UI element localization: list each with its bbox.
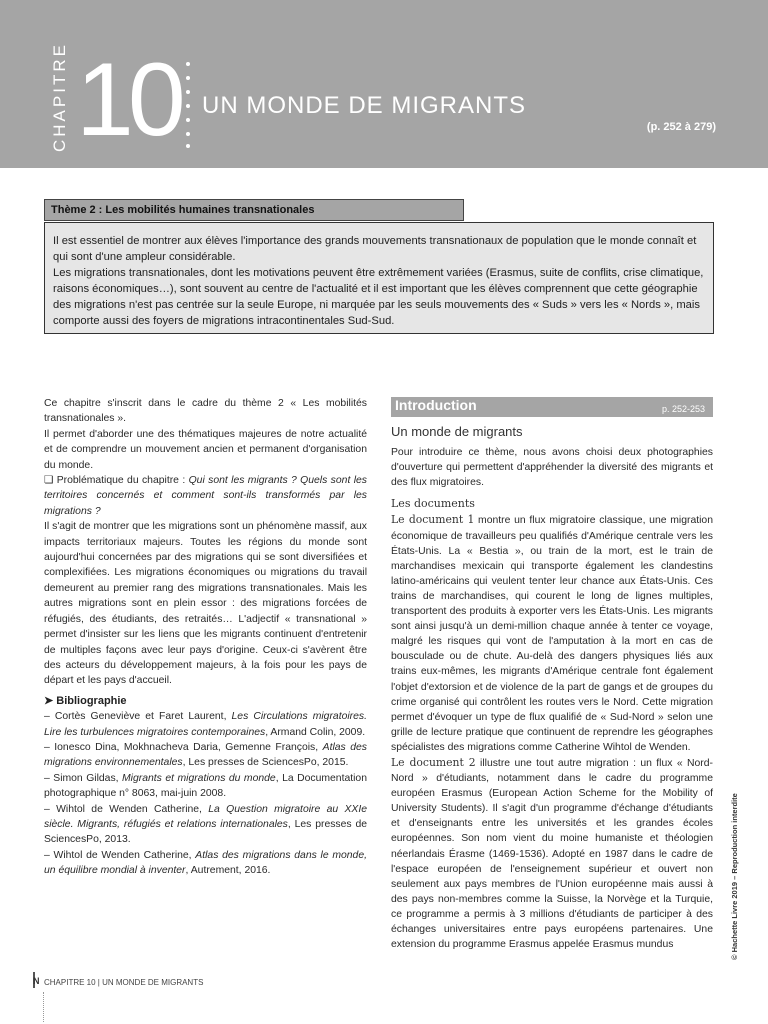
bibliography-list bbox=[44, 709, 367, 878]
theme-paragraph: Il est essentiel de montrer aux élèves l'importance des grands mouvements transnationaux de population que le monde connaît et qui sont d'une ampleur considérable. bbox=[53, 235, 697, 263]
theme-box bbox=[44, 222, 714, 334]
chapter-number: 10 bbox=[76, 42, 180, 158]
document-2-paragraph: Le document 2 illustre une tout autre migration : un flux « Nord-Nord » d'étudiants, notamment dans le cadre du programme européen Erasmus (European Action Scheme for the Mobility of University Students). Il s'agit d'un programme d'échange d'étudiants et d'enseignants entre les universités et les grandes écoles européennes. Son nom vient du moine humaniste et théologien néerlandais Érasme (1469-1536). Adopté en 1987 dans le cadre de l'espace européen de l'enseignement supérieur et ouvert non seulement aux pays membres de l'Union européenne mais aussi à des pays non-membres comme la Suisse, la Norvège et la Turquie, ce programme a permis à 3 millions d'étudiants de participer à des échanges universitaires entre pays européens partenaires. Une extension du programme Erasmus appelée Erasmus mundus bbox=[391, 755, 713, 951]
bibliography-entry: – Wihtol de Wenden Catherine, Atlas des migrations dans le monde, un équilibre mondial à inventer, Autrement, 2016. bbox=[44, 849, 367, 877]
theme-tab: Thème 2 : Les mobilités humaines transnationales bbox=[44, 199, 464, 221]
body-paragraph: Pour introduire ce thème, nous avons choisi deux photographies d'ouverture qui permettent d'appréhender la diversité des migrants et des flux migratoires. bbox=[391, 447, 713, 489]
bibliography-entry: – Ionesco Dina, Mokhnacheva Daria, Gemenne François, Atlas des migrations environnementales, Les presses de SciencesPo, 2015. bbox=[44, 741, 367, 769]
introduction-pages: p. 252-253 bbox=[661, 404, 705, 414]
intro-paragraph: Il permet d'aborder une des thématiques majeures de notre actualité et de comprendre un mouvement ancien et permanent d'organisation du monde. bbox=[44, 428, 367, 471]
page-number: N bbox=[33, 976, 40, 986]
chapter-label: CHAPITRE bbox=[50, 42, 69, 152]
intro-paragraph: Ce chapitre s'inscrit dans le cadre du thème 2 « Les mobilités transnationales ». bbox=[44, 398, 367, 425]
problematic: ❏ Problématique du chapitre : Qui sont les migrants ? Quels sont les territoires concernés et comment sont-ils transformés par les migrations ? bbox=[44, 475, 367, 517]
chapter-title: UN MONDE DE MIGRANTS bbox=[202, 92, 527, 119]
chapter-banner bbox=[0, 0, 768, 168]
bibliography-entry: – Cortès Geneviève et Faret Laurent, Les Circulations migratoires. Lire les turbulences migratoires contemporaines, Armand Colin, 2009. bbox=[44, 711, 367, 738]
section-subtitle: Un monde de migrants bbox=[391, 424, 523, 439]
theme-paragraph: Les migrations transnationales, dont les motivations peuvent être extrêmement variées (Erasmus, suite de conflits, crise climatique, raisons économiques…), sont souvent au centre de l'actualité et il est important que les élèves comprennent que cette géographie des migrations n'est pas centrée sur la seule Europe, ni marquée par les seuls mouvements des « Suds » vers les « Nords », mais comporte aussi des foyers de migrations intracontinentales Sud-Sud. bbox=[53, 267, 704, 327]
document-1-paragraph: Le document 1 montre un flux migratoire classique, une migration économique de travailleurs peu qualifiés d'Amérique centrale vers les États-Unis. La « Bestia », ou train de la mort, est le train de marchandises mexicain qui transporte également les clandestins latino-américains qui veulent tenter leur chance aux États-Unis. Ces trains de marchandises, qui courent le long de lignes multiples, transportent des produits à exporter vers les États-Unis. Les migrants sont ainsi jusqu'à un demi-million chaque année à tenter ce voyage, malgré les risques qui vont de l'amputation à la mort en cas de bousculade ou de chute. Au-delà des dangers physiques liés aux trains eux-mêmes, les migrants d'Amérique centrale font également l'objet d'extorsion et de violence de la part de gangs et de groupes du crime organisé qui contrôlent les routes vers le Nord. Cette migration permet d'évoquer un type de flux qualifié de « Sud-Nord » selon une grille de lecture pratique que continuent de reprendre les géographes spécialistes des migrations comme Catherine Wihtol de Wenden. bbox=[391, 513, 713, 753]
footer-dots bbox=[43, 992, 46, 1022]
body-paragraph: Il s'agit de montrer que les migrations sont un phénomène massif, aux impacts territoriaux majeurs. Toutes les régions du monde sont aujourd'hui concernées par des migrations qui se sont diversifiées et complexifiées. Les migrations économiques ou migrations du travail demeurent au premier rang des migrations transnationales. Mais les autres migrations sont en plein essor : des migrations forcées de réfugiés, des étudiants, des retraités… L'adjectif « transnational » permet d'insister sur les liens que les migrants continuent d'entretenir de multiples façons avec leur pays d'origine. Ceux-ci s'avèrent être des acteurs du développement majeurs, à la fois pour les pays de départ et les pays d'accueil. bbox=[44, 521, 367, 687]
documents-heading: Les documents bbox=[391, 497, 475, 511]
chapter-pages: (p. 252 à 279) bbox=[646, 121, 716, 133]
left-column bbox=[44, 396, 367, 879]
bibliography-entry: – Wihtol de Wenden Catherine, La Question migratoire au XXIe siècle. Migrants, réfugiés et relations internationales, Les presses de SciencesPo, 2013. bbox=[44, 803, 367, 846]
bibliography-heading: ➤ Bibliographie bbox=[44, 694, 127, 707]
introduction-label: Introduction bbox=[395, 397, 477, 413]
dot-separator bbox=[186, 62, 192, 148]
introduction-bar bbox=[391, 397, 713, 417]
bibliography-entry: – Simon Gildas, Migrants et migrations du monde, La Documentation photographique n° 8063, mai-juin 2008. bbox=[44, 772, 367, 800]
footer-text: CHAPITRE 10 | UN MONDE DE MIGRANTS bbox=[44, 978, 204, 987]
copyright-note: © Hachette Livre 2019 – Reproduction interdite bbox=[730, 793, 739, 960]
right-column bbox=[391, 397, 713, 952]
